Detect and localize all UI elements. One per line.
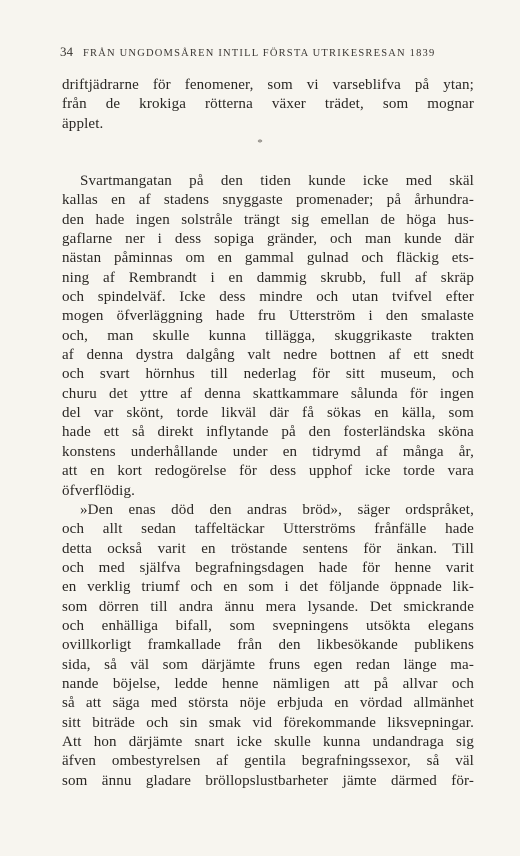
- text-line: sida, så väl som därjämte fruns egen redan länge ma-: [62, 656, 474, 673]
- body-text: [62, 172, 474, 791]
- text-line: af denna dystra dalgång valt nedre bottnen af ett snedt: [62, 347, 474, 364]
- text-line: del var skönt, torde likväl där få sökas en källa, som: [62, 405, 474, 422]
- text-line: och, man skulle kunna tillägga, skuggrikaste trakten: [62, 327, 474, 344]
- text-line: mogen öfverläggning hade fru Utterström i den smalaste: [62, 308, 474, 325]
- text-line: ovillkorligt framkallade från den likbesökande publikens: [62, 637, 474, 654]
- text-line: att en kort redogörelse för dess upphof icke torde vara: [62, 463, 474, 480]
- text-line: churu det yttre af denna skattkammare sålunda för ingen: [62, 385, 474, 402]
- text-line: och spindelväf. Icke dess mindre och utan tvifvel efter: [62, 289, 474, 306]
- text-line: nästan påminnas om en gammal gulnad och fläckig ets-: [62, 250, 474, 267]
- running-title: FRÅN UNGDOMSÅREN INTILL FÖRSTA UTRIKESRESAN 1839: [83, 48, 436, 59]
- running-header: [60, 44, 475, 60]
- text-line: detta också varit en tröstande sentens för änkan. Till: [62, 540, 474, 557]
- text-line: så att säga med största nöje erbjuda en vördad allmänhet: [62, 695, 474, 712]
- text-line: och enhälliga bifall, som svepningens utsökta elegans: [62, 617, 474, 634]
- text-line: driftjädrarne för fenomener, som vi varseblifva på ytan;: [62, 77, 474, 93]
- text-line: hade ett så direkt inflytande på den fosterländska sköna: [62, 424, 474, 441]
- text-line: »Den enas död den andras bröd», säger ordspråket,: [80, 501, 474, 518]
- text-line: en verklig triumf och en som i det följande öppnade lik-: [62, 579, 474, 596]
- text-line: och svart hörnhus till nederlag för sitt museum, och: [62, 366, 474, 383]
- text-line: sitt biträde och sin smak vid förekommande liksvepningar.: [62, 714, 474, 731]
- text-line: nande böjelse, ledde henne nämligen att på allvar och: [62, 675, 474, 692]
- text-line: och allt sedan taffeltäckar Utterströms frånfälle hade: [62, 521, 474, 538]
- text-line: kallas en af stadens snyggaste promenader; på århundra-: [62, 192, 474, 209]
- text-line: öfverflödig.: [62, 482, 136, 499]
- text-line: konstens underhållande under en tidrymd af många år,: [62, 443, 474, 460]
- text-line: äpplet.: [62, 115, 104, 132]
- text-line: och med själfva begrafningsdagen hade för henne varit: [62, 559, 474, 576]
- text-line: som dörren till andra ännu mera lysande. Det smickrande: [62, 598, 474, 615]
- page-number: 34: [60, 44, 73, 59]
- text-line: Att hon därjämte snart icke skulle kunna undandraga sig: [62, 733, 474, 750]
- text-line: gaflarne ner i dess sopiga gränder, och man kunde där: [62, 231, 474, 248]
- text-line: äfven ombestyrelsen af gentila begrafningssexor, så väl: [62, 753, 474, 770]
- text-line: från de krokiga rötterna växer trädet, som mognar: [62, 96, 474, 113]
- text-line: ning af Rembrandt i en dammig skrubb, full af skräp: [62, 269, 474, 286]
- text-line: som ännu gladare bröllopslustbarheter jämte därmed för-: [62, 772, 474, 789]
- text-line: den hade ingen solstråle trängt sig emellan de höga hus-: [62, 211, 474, 228]
- section-divider-asterisk: *: [257, 137, 263, 149]
- text-line: Svartmangatan på den tiden kunde icke med skäl: [80, 173, 474, 189]
- paragraph-continuation: [62, 76, 474, 134]
